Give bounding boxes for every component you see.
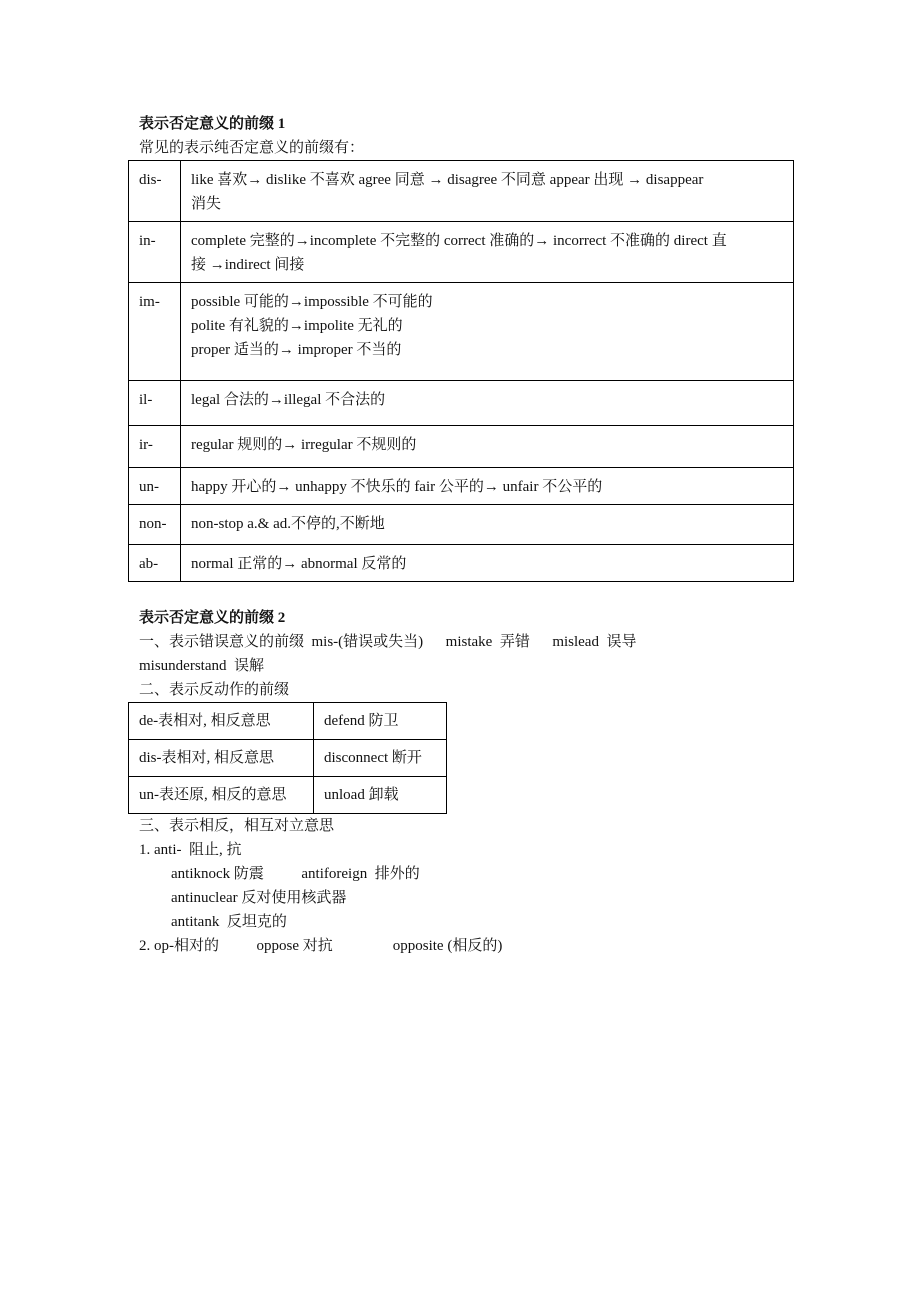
- prefix-cell: de-表相对, 相反意思: [129, 703, 314, 740]
- table-row: [129, 161, 794, 222]
- section2-item2: 二、表示反动作的前缀: [139, 682, 290, 698]
- table-row: [129, 222, 794, 283]
- example-cell: disconnect 断开: [314, 740, 447, 777]
- op-line: 2. op-相对的 oppose 对抗 opposite (相反的): [139, 938, 503, 954]
- example-line: proper 适当的→ improper 不当的: [191, 342, 402, 358]
- example-line: regular 规则的→ irregular 不规则的: [191, 437, 417, 453]
- example-line: non-stop a.& ad.不停的,不断地: [191, 516, 385, 532]
- prefix-table-2: [128, 702, 447, 814]
- table-row: [129, 283, 794, 381]
- table-row: [129, 426, 794, 468]
- table-row: [129, 703, 447, 740]
- example-cell: [181, 381, 794, 426]
- section1-heading: 表示否定意义的前缀 1: [139, 116, 286, 132]
- example-cell: [181, 161, 794, 222]
- example-cell: [181, 426, 794, 468]
- prefix-cell: il-: [129, 381, 181, 426]
- example-cell: unload 卸载: [314, 777, 447, 814]
- table-row: [129, 545, 794, 582]
- example-cell: [181, 545, 794, 582]
- table-row: [129, 777, 447, 814]
- section2-item1-line2: misunderstand 误解: [139, 658, 264, 674]
- example-line: 消失: [191, 196, 222, 212]
- table-row: [129, 505, 794, 545]
- example-cell: defend 防卫: [314, 703, 447, 740]
- anti-title: 1. anti- 阻止, 抗: [139, 842, 242, 858]
- example-line: legal 合法的→illegal 不合法的: [191, 392, 386, 408]
- example-cell: [181, 283, 794, 381]
- prefix-cell: dis-表相对, 相反意思: [129, 740, 314, 777]
- table-row: [129, 381, 794, 426]
- prefix-cell: ir-: [129, 426, 181, 468]
- section3-item3: 三、表示相反，相互对立意思: [139, 818, 335, 834]
- example-line: polite 有礼貌的→impolite 无礼的: [191, 318, 403, 334]
- prefix-cell: im-: [129, 283, 181, 381]
- prefix-cell: un-表还原, 相反的意思: [129, 777, 314, 814]
- prefix-cell: in-: [129, 222, 181, 283]
- prefix-table-1: [128, 160, 794, 582]
- example-line: normal 正常的→ abnormal 反常的: [191, 556, 407, 572]
- anti-example-line: antinuclear 反对使用核武器: [171, 890, 347, 906]
- prefix-cell: non-: [129, 505, 181, 545]
- example-line: complete 完整的→incomplete 不完整的 correct 准确的→ incorrect 不准确的 direct 直: [191, 233, 727, 249]
- example-line: possible 可能的→impossible 不可能的: [191, 294, 433, 310]
- prefix-cell: un-: [129, 468, 181, 505]
- example-cell: [181, 468, 794, 505]
- section2-item1-line1: 一、表示错误意义的前缀 mis-(错误或失当) mistake 弄错 mislead 误导: [139, 634, 637, 650]
- prefix-cell: ab-: [129, 545, 181, 582]
- prefix-cell: dis-: [129, 161, 181, 222]
- table-row: [129, 740, 447, 777]
- example-line: happy 开心的→ unhappy 不快乐的 fair 公平的→ unfair 不公平的: [191, 479, 603, 495]
- example-cell: [181, 222, 794, 283]
- section2-heading: 表示否定意义的前缀 2: [139, 610, 286, 626]
- anti-example-line: antitank 反坦克的: [171, 914, 287, 930]
- table-row: [129, 468, 794, 505]
- example-line: 接 →indirect 间接: [191, 257, 305, 273]
- section1-intro: 常见的表示纯否定意义的前缀有：: [139, 140, 365, 156]
- example-line: like 喜欢→ dislike 不喜欢 agree 同意 → disagree 不同意 appear 出现 → disappear: [191, 172, 704, 188]
- example-cell: [181, 505, 794, 545]
- anti-example-line: antiknock 防震 antiforeign 排外的: [171, 866, 420, 882]
